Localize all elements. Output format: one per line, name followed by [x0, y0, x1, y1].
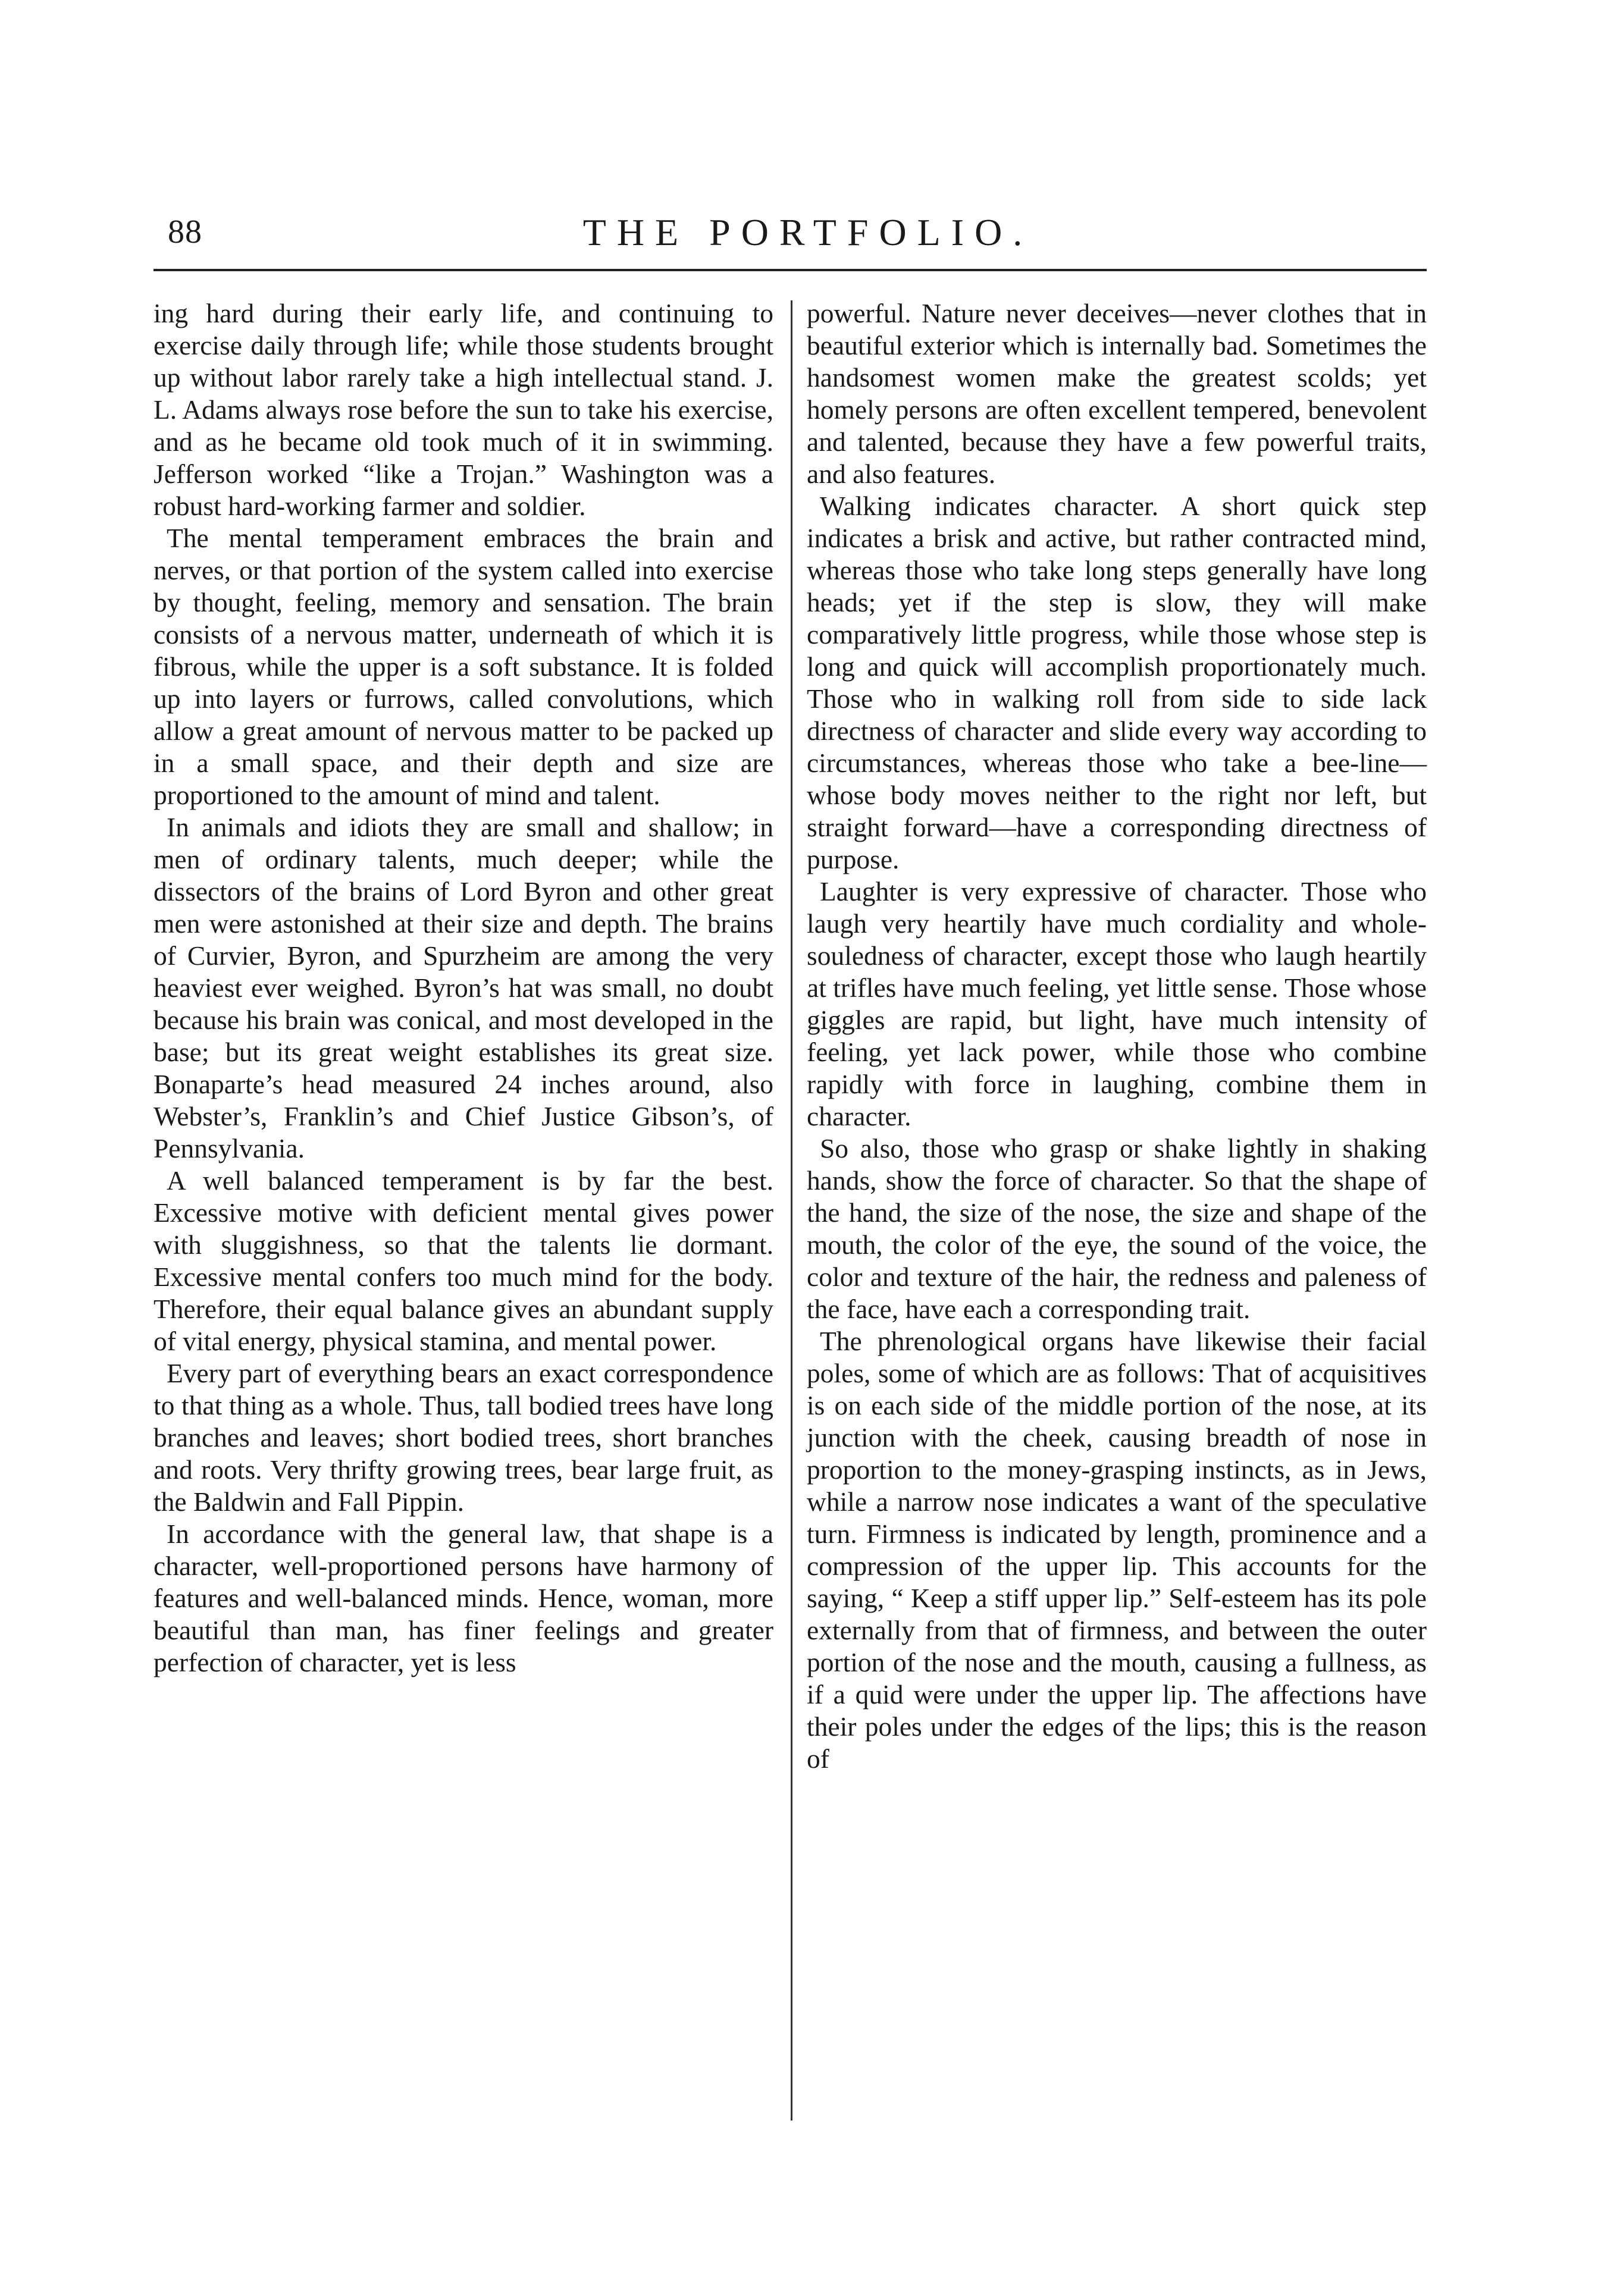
journal-title: THE PORTFOLIO. — [582, 211, 1033, 253]
paragraph: Walking indicates character. A short quick step indicates a brisk and active, but rather contracted mind, whereas those who take long steps generally have long heads; yet if the step is slow, they will make comparatively little progress, while those whose step is long and quick will accomplish proportionately much. Those who in walking roll from side to side lack directness of character and slide every way according to circumstances, whereas those who take a bee-line—whose body moves neither to the right nor left, but straight forward—have a corresponding directness of purpose. — [807, 491, 1427, 874]
paragraph: In accordance with the general law, that shape is a character, well-proportioned persons have harmony of features and well-balanced minds. Hence, woman, more beautiful than man, has finer feelings and greater perfection of character, yet is less — [153, 1519, 773, 1677]
header-rule — [153, 269, 1427, 271]
paragraph: A well balanced temperament is by far the best. Excessive motive with deficient mental gives power with sluggishness, so that the talents lie dormant. Excessive mental confers too much mind for the body. Therefore, their equal balance gives an abundant supply of vital energy, physical stamina, and mental power. — [153, 1165, 773, 1356]
column-divider — [791, 300, 792, 2121]
right-column — [807, 297, 1427, 1775]
paragraph: The phrenological organs have likewise their facial poles, some of which are as follows: That of acquisitives is on each side of the middle portion of the nose, at its junction with the cheek, causing breadth of nose in proportion to the money-grasping instincts, as in Jews, while a narrow nose indicates a want of the speculative turn. Firmness is indicated by length, prominence and a compression of the upper lip. This accounts for the saying, “ Keep a stiff upper lip.” Self-esteem has its pole externally from that of firmness, and between the outer portion of the nose and the mouth, causing a fullness, as if a quid were under the upper lip. The affections have their poles under the edges of the lips; this is the reason of — [807, 1326, 1427, 1774]
running-header — [153, 208, 1427, 262]
paragraph: So also, those who grasp or shake lightly in shaking hands, show the force of character. So that the shape of the hand, the size of the nose, the size and shape of the mouth, the color of the eye, the sound of the voice, the color and texture of the hair, the redness and paleness of the face, have each a corresponding trait. — [807, 1133, 1427, 1324]
left-column — [153, 297, 773, 1679]
paragraph: powerful. Nature never deceives—never clothes that in beautiful exterior which is internally bad. Sometimes the handsomest women make the greatest scolds; yet homely persons are often excellent tempered, benevolent and talented, because they have a few powerful traits, and also features. — [807, 298, 1427, 489]
paragraph: Laughter is very expressive of character. Those who laugh very heartily have much cordiality and whole-souledness of character, except those who laugh heartily at trifles have much feeling, yet little sense. Those whose giggles are rapid, but light, have much intensity of feeling, yet lack power, while those who combine rapidly with force in laughing, combine them in character. — [807, 876, 1427, 1131]
paragraph: The mental temperament embraces the brain and nerves, or that portion of the system called into exercise by thought, feeling, memory and sensation. The brain consists of a nervous matter, underneath of which it is fibrous, while the upper is a soft substance. It is folded up into layers or furrows, called convolutions, which allow a great amount of nervous matter to be packed up in a small space, and their depth and size are proportioned to the amount of mind and talent. — [153, 523, 773, 810]
paragraph: Every part of everything bears an exact correspondence to that thing as a whole. Thus, tall bodied trees have long branches and leaves; short bodied trees, short branches and roots. Very thrifty growing trees, bear large fruit, as the Baldwin and Fall Pippin. — [153, 1358, 773, 1517]
page-number: 88 — [168, 214, 202, 250]
paragraph: ing hard during their early life, and continuing to exercise daily through life; while those students brought up without labor rarely take a high intellectual stand. J. L. Adams always rose before the sun to take his exercise, and as he became old took much of it in swimming. Jefferson worked “like a Trojan.” Washington was a robust hard-working farmer and soldier. — [153, 298, 773, 521]
paragraph: In animals and idiots they are small and shallow; in men of ordinary talents, much deeper; while the dissectors of the brains of Lord Byron and other great men were astonished at their size and depth. The brains of Curvier, Byron, and Spurzheim are among the very heaviest ever weighed. Byron’s hat was small, no doubt because his brain was conical, and most developed in the base; but its great weight establishes its great size. Bonaparte’s head measured 24 inches around, also Webster’s, Franklin’s and Chief Justice Gibson’s, of Pennsylvania. — [153, 812, 773, 1163]
